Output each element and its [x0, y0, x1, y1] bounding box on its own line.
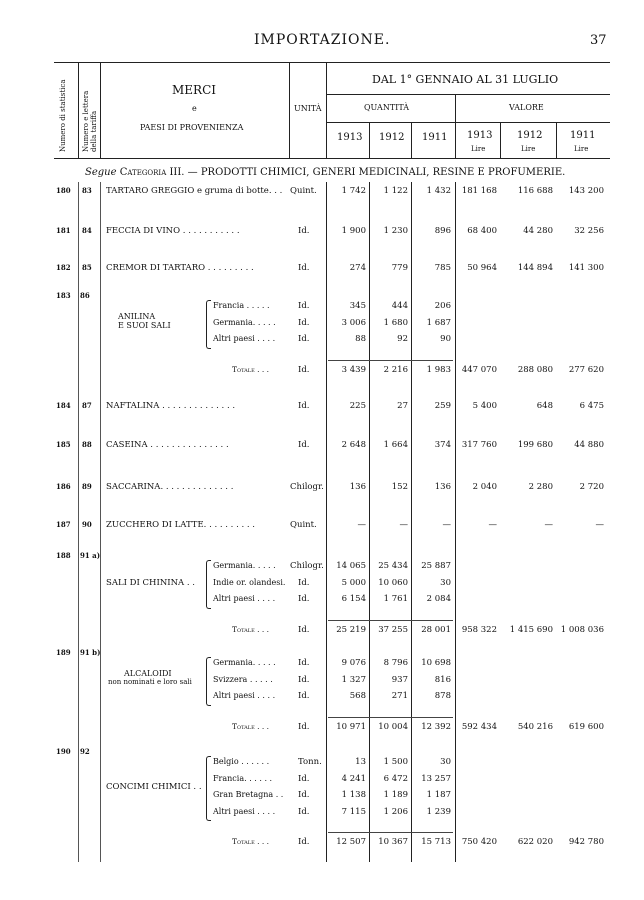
stat-number: 181	[56, 226, 71, 235]
country-name: Gran Bretagna . .	[213, 790, 284, 799]
body-divider	[78, 182, 79, 862]
header-divider	[289, 62, 290, 158]
value-lire: 6 475	[579, 401, 604, 411]
quantity-value: 6 472	[383, 773, 408, 784]
tariff-number: 89	[82, 482, 92, 491]
value-lire: 50 964	[467, 263, 497, 273]
value-lire: 44 880	[574, 440, 604, 450]
group-sublabel: E SUOI SALI	[118, 320, 171, 330]
quantity-total: 28 001	[421, 624, 451, 635]
header-divider	[100, 62, 101, 158]
unit-value: Id.	[298, 658, 310, 668]
merce-label: TARTARO GREGGIO e gruma di botte. . .	[106, 186, 283, 196]
value-lire: 44 280	[523, 226, 553, 236]
value-lire: 32 256	[574, 226, 604, 236]
group-label: ALCALOIDI	[124, 668, 172, 678]
merce-label: CASEINA . . . . . . . . . . . . . . .	[106, 440, 229, 450]
value-lire: —	[595, 520, 604, 530]
merce-label: CREMOR DI TARTARO . . . . . . . . .	[106, 263, 254, 273]
value-total: 447 070	[461, 364, 497, 375]
quantity-total: 37 255	[378, 624, 408, 635]
tariff-number: 88	[82, 440, 92, 449]
quantity-value: 136	[434, 482, 451, 492]
stat-number: 180	[56, 186, 71, 195]
quantity-value: 30	[440, 757, 451, 767]
header-unita: UNITÀ	[294, 104, 322, 113]
unit-value: Tonn.	[298, 757, 322, 767]
header-divider	[500, 122, 501, 158]
value-lire: 648	[536, 401, 553, 411]
unit-value: Id.	[298, 440, 310, 450]
header-period: DAL 1° GENNAIO AL 31 LUGLIO	[372, 73, 559, 86]
country-name: Germania. . . . .	[213, 561, 276, 570]
country-name: Francia . . . . .	[213, 301, 270, 310]
quantity-value: 2 084	[426, 594, 451, 604]
unit-value: Id.	[298, 594, 310, 604]
header-numero-statistica: Numero di statistica	[59, 79, 67, 152]
value-lire: 181 168	[461, 186, 497, 196]
header-divider	[411, 122, 412, 158]
quantity-value: 937	[391, 674, 408, 685]
value-total: 622 020	[517, 837, 553, 847]
unit-value: Id.	[298, 317, 310, 328]
unit-value: Id.	[298, 226, 310, 236]
value-lire: 143 200	[568, 186, 604, 196]
country-name: Altri paesi . . . .	[213, 806, 276, 816]
quantity-total: 10 004	[378, 721, 408, 732]
header-year-q1912: 1912	[379, 132, 405, 143]
category-line	[85, 167, 565, 178]
header-period-rule	[326, 94, 610, 95]
value-lire: 2 720	[579, 482, 604, 492]
quantity-value: 90	[440, 334, 451, 344]
country-name: Altri paesi . . . .	[213, 594, 276, 603]
stat-number: 187	[56, 520, 71, 529]
quantity-value: 10 698	[421, 658, 451, 668]
value-lire: 317 760	[461, 440, 497, 450]
country-name: Germania. . . . .	[213, 317, 276, 327]
quantity-value: —	[442, 520, 451, 530]
quantity-value: 1 138	[341, 790, 366, 800]
value-lire: 2 280	[528, 482, 553, 492]
value-lire: 2 040	[472, 482, 497, 492]
tariff-number: 86	[80, 291, 90, 300]
value-lire: 141 300	[568, 263, 604, 273]
country-name: Francia. . . . . .	[213, 773, 273, 783]
unit-value: Quint.	[290, 186, 317, 196]
value-lire: 116 688	[517, 186, 553, 196]
quantity-value: 878	[434, 691, 451, 701]
country-name: Svizzera . . . . .	[213, 674, 273, 684]
tariff-number: 84	[82, 226, 92, 235]
country-name: Belgio . . . . . .	[213, 757, 270, 766]
unit-value: Id.	[298, 837, 310, 847]
value-total: 942 780	[568, 837, 604, 847]
stat-number: 185	[56, 440, 71, 449]
stat-number: 182	[56, 263, 71, 272]
quantity-value: 779	[391, 263, 408, 273]
value-total: 750 420	[461, 837, 497, 847]
body-divider	[100, 182, 101, 862]
tariff-number: 92	[80, 747, 90, 756]
quantity-value: —	[399, 520, 408, 530]
quantity-value: 1 742	[341, 186, 366, 196]
country-name: Altri paesi . . . .	[213, 334, 276, 343]
country-name: Indie or. olandesi.	[213, 577, 286, 587]
merce-label: SACCARINA. . . . . . . . . . . . . .	[106, 482, 234, 492]
stat-number: 183	[56, 291, 71, 300]
group-label: CONCIMI CHIMICI . .	[106, 781, 202, 792]
unit-value: Id.	[298, 577, 310, 588]
header-divider	[369, 122, 370, 158]
quantity-total: 12 392	[421, 721, 451, 732]
quantity-value: 8 796	[383, 658, 408, 668]
merce-label: ZUCCHERO DI LATTE. . . . . . . . . .	[106, 520, 255, 530]
header-divider	[556, 122, 557, 158]
quantity-value: 9 076	[341, 658, 366, 668]
quantity-value: 14 065	[336, 561, 366, 571]
value-lire: 199 680	[517, 440, 553, 450]
quantity-total: 2 216	[383, 364, 408, 375]
value-lire: —	[544, 520, 553, 530]
quantity-value: 568	[349, 691, 366, 701]
quantity-value: 374	[434, 440, 451, 450]
quantity-value: 274	[349, 263, 366, 273]
unit-value: Id.	[298, 691, 310, 701]
tariff-number: 83	[82, 186, 92, 195]
value-total: 1 415 690	[509, 624, 553, 635]
quantity-value: 10 060	[378, 577, 408, 588]
value-total: 277 620	[568, 364, 604, 375]
quantity-value: 785	[434, 263, 451, 273]
tariff-number: 91 b)	[80, 648, 101, 657]
quantity-value: 206	[434, 301, 451, 311]
quantity-value: 27	[397, 401, 408, 411]
header-bottom-rule	[54, 158, 610, 159]
header-year-v1911: 1911	[570, 130, 596, 141]
merce-label: NAFTALINA . . . . . . . . . . . . . .	[106, 401, 236, 411]
quantity-value: 1 761	[383, 594, 408, 604]
brace-glyph	[206, 300, 211, 349]
value-total: 619 600	[568, 721, 604, 732]
unit-value: Chilogr.	[290, 561, 324, 571]
page-number: 37	[590, 33, 607, 48]
totale-label: Totale . . .	[232, 721, 270, 731]
header-lire: Lire	[521, 145, 536, 153]
quantity-value: 3 006	[341, 317, 366, 328]
tariff-number: 87	[82, 401, 92, 410]
quantity-value: 25 434	[378, 561, 408, 571]
header-valore: VALORE	[509, 103, 544, 112]
quantity-value: 6 154	[341, 594, 366, 604]
quantity-value: 896	[434, 226, 451, 236]
quantity-value: 4 241	[341, 773, 366, 784]
quantity-value: 444	[391, 301, 408, 311]
unit-value: Id.	[298, 790, 310, 800]
quantity-value: 1 206	[383, 806, 408, 817]
category-word: Categoria	[119, 167, 167, 178]
quantity-value: 1 500	[383, 757, 408, 767]
unit-value: Quint.	[290, 520, 317, 530]
quantity-value: 1 664	[383, 440, 408, 450]
value-total: 288 080	[517, 364, 553, 375]
quantity-total: 15 713	[421, 837, 451, 847]
value-total: 540 216	[517, 721, 553, 732]
quantity-value: 2 648	[341, 440, 366, 450]
quantity-value: 13 257	[421, 773, 451, 784]
quantity-value: 271	[391, 691, 408, 701]
category-prefix: Segue	[85, 167, 117, 178]
value-total: 592 434	[461, 721, 497, 732]
header-top-rule	[54, 62, 610, 63]
stat-number: 189	[56, 648, 71, 657]
header-quantita: QUANTITÀ	[364, 103, 410, 112]
brace-glyph	[206, 756, 211, 821]
stat-number: 190	[56, 747, 71, 756]
totale-rule	[328, 717, 453, 718]
value-total: 1 008 036	[560, 624, 604, 635]
quantity-value: 5 000	[341, 577, 366, 588]
quantity-value: 1 122	[383, 186, 408, 196]
quantity-total: 12 507	[336, 837, 366, 847]
unit-value: Id.	[298, 806, 310, 817]
quantity-value: 345	[349, 301, 366, 311]
unit-value: Chilogr.	[290, 482, 324, 492]
value-lire: 68 400	[467, 226, 497, 236]
unit-value: Id.	[298, 301, 310, 311]
stat-number: 188	[56, 551, 71, 560]
quantity-value: 136	[349, 482, 366, 492]
quantity-value: 816	[434, 674, 451, 685]
unit-value: Id.	[298, 773, 310, 784]
quantity-value: 7 115	[341, 806, 366, 817]
header-year-v1913: 1913	[467, 130, 493, 141]
totale-rule	[328, 620, 453, 621]
unit-value: Id.	[298, 334, 310, 344]
value-lire: 144 894	[517, 263, 553, 273]
quantity-value: 30	[440, 577, 451, 588]
quantity-value: 152	[391, 482, 408, 492]
unit-value: Id.	[298, 624, 310, 635]
header-numero-tariffa: Numero e lettera della tariffa	[82, 90, 98, 152]
country-name: Altri paesi . . . .	[213, 691, 276, 700]
quantity-total: 1 983	[426, 364, 451, 375]
quantity-value: 25 887	[421, 561, 451, 571]
header-merci: MERCI	[172, 83, 217, 97]
value-lire: 5 400	[472, 401, 497, 411]
quantity-value: 1 900	[341, 226, 366, 236]
unit-value: Id.	[298, 674, 310, 685]
quantity-value: 92	[397, 334, 408, 344]
brace-glyph	[206, 560, 211, 609]
quantity-value: 13	[355, 757, 366, 767]
quantity-value: 259	[434, 401, 451, 411]
header-divider	[78, 62, 79, 158]
totale-rule	[328, 832, 453, 833]
header-lire: Lire	[574, 145, 589, 153]
header-divider	[455, 94, 456, 158]
header-e: e	[192, 104, 197, 113]
stat-number: 186	[56, 482, 71, 491]
header-divider	[326, 62, 327, 158]
unit-value: Id.	[298, 263, 310, 273]
totale-label: Totale . . .	[232, 364, 270, 374]
header-year-q1911: 1911	[422, 132, 448, 143]
quantity-value: 88	[355, 334, 366, 344]
category-text: III. — PRODOTTI CHIMICI, GENERI MEDICINALI, RESINE E PROFUMERIE.	[169, 167, 566, 178]
group-sublabel: non nominati e loro sali	[108, 677, 192, 686]
brace-glyph	[206, 657, 211, 706]
quantity-value: 1 239	[426, 806, 451, 817]
quantity-value: 225	[349, 401, 366, 411]
unit-value: Id.	[298, 364, 310, 375]
totale-label: Totale . . .	[232, 837, 270, 846]
quantity-value: 1 680	[383, 317, 408, 328]
country-name: Germania. . . . .	[213, 658, 276, 667]
quantity-value: —	[357, 520, 366, 530]
header-year-q1913: 1913	[337, 132, 363, 143]
merce-label: FECCIA DI VINO . . . . . . . . . . .	[106, 226, 240, 236]
quantity-total: 3 439	[341, 364, 366, 375]
totale-label: Totale . . .	[232, 624, 270, 634]
value-total: 958 322	[461, 624, 497, 635]
header-year-v1912: 1912	[517, 130, 543, 141]
quantity-total: 10 971	[336, 721, 366, 732]
quantity-value: 1 432	[426, 186, 451, 196]
quantity-total: 10 367	[378, 837, 408, 847]
tariff-number: 90	[82, 520, 92, 529]
quantity-value: 1 230	[383, 226, 408, 236]
tariff-number: 91 a)	[80, 551, 101, 560]
quantity-value: 1 189	[383, 790, 408, 800]
unit-value: Id.	[298, 401, 310, 411]
quantity-value: 1 187	[426, 790, 451, 800]
totale-rule	[328, 360, 453, 361]
unit-value: Id.	[298, 721, 310, 732]
quantity-total: 25 219	[336, 624, 366, 635]
value-lire: —	[488, 520, 497, 530]
group-label: SALI DI CHININA . .	[106, 577, 195, 588]
header-lire: Lire	[471, 145, 486, 153]
stat-number: 184	[56, 401, 71, 410]
tariff-number: 85	[82, 263, 92, 272]
quantity-value: 1 327	[341, 674, 366, 685]
header-paesi: PAESI DI PROVENIENZA	[140, 123, 244, 132]
quantity-value: 1 687	[426, 317, 451, 328]
group-label: ANILINA	[118, 311, 156, 321]
page-title: IMPORTAZIONE.	[254, 32, 391, 48]
